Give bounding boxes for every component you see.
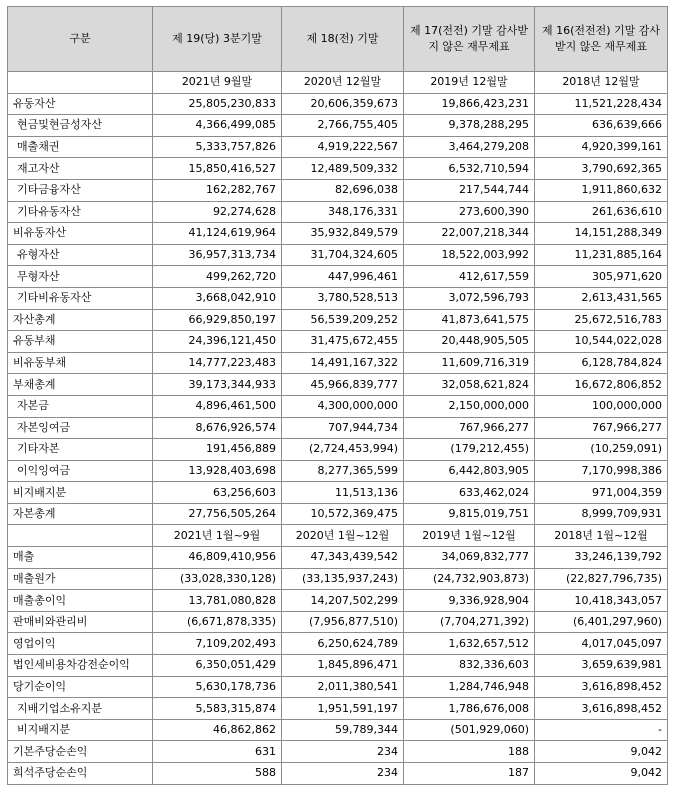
value-cell: 24,396,121,450 (153, 331, 282, 353)
value-cell: 92,274,628 (153, 201, 282, 223)
row-label: 매출원가 (8, 568, 153, 590)
row-label: 재고자산 (8, 158, 153, 180)
value-cell: 767,966,277 (535, 417, 668, 439)
table-row (8, 741, 668, 763)
row-label: 지배기업소유지분 (8, 698, 153, 720)
value-cell: 631 (153, 741, 282, 763)
value-cell: 19,866,423,231 (404, 93, 535, 115)
value-cell: 16,672,806,852 (535, 374, 668, 396)
value-cell: 3,668,042,910 (153, 287, 282, 309)
value-cell: 4,896,461,500 (153, 395, 282, 417)
value-cell: 8,999,709,931 (535, 503, 668, 525)
row-label: 자본총계 (8, 503, 153, 525)
value-cell: 2,613,431,565 (535, 287, 668, 309)
table-row (8, 611, 668, 633)
value-cell: 3,072,596,793 (404, 287, 535, 309)
value-cell: 6,128,784,824 (535, 352, 668, 374)
row-label: 자본금 (8, 395, 153, 417)
header-row (8, 7, 668, 72)
row-label: 자본잉여금 (8, 417, 153, 439)
value-cell: 31,475,672,455 (282, 331, 404, 353)
value-cell: 348,176,331 (282, 201, 404, 223)
value-cell: 22,007,218,344 (404, 223, 535, 245)
row-label: 비지배지분 (8, 482, 153, 504)
value-cell: 12,489,509,332 (282, 158, 404, 180)
row-label: 기본주당순손익 (8, 741, 153, 763)
row-label: 비유동자산 (8, 223, 153, 245)
row-label: 자산총계 (8, 309, 153, 331)
value-cell: 3,790,692,365 (535, 158, 668, 180)
table-row (8, 633, 668, 655)
value-cell: 305,971,620 (535, 266, 668, 288)
value-cell: - (535, 719, 668, 741)
value-cell: 5,333,757,826 (153, 136, 282, 158)
value-cell: 20,448,905,505 (404, 331, 535, 353)
row-label: 현금및현금성자산 (8, 115, 153, 137)
period-cell: 2021년 1월~9월 (153, 525, 282, 547)
value-cell: 447,996,461 (282, 266, 404, 288)
table-row (8, 568, 668, 590)
value-cell: 832,336,603 (404, 655, 535, 677)
value-cell: 33,246,139,792 (535, 547, 668, 569)
row-label: 기타비유동자산 (8, 287, 153, 309)
table-row (8, 93, 668, 115)
value-cell: 767,966,277 (404, 417, 535, 439)
value-cell: 707,944,734 (282, 417, 404, 439)
table-row (8, 482, 668, 504)
table-row (8, 676, 668, 698)
value-cell: 234 (282, 741, 404, 763)
table-row (8, 158, 668, 180)
header-label-cell: 구분 (8, 7, 153, 72)
table-row (8, 136, 668, 158)
row-label: 비유동부채 (8, 352, 153, 374)
row-label: 부채총계 (8, 374, 153, 396)
table-row (8, 244, 668, 266)
value-cell: 59,789,344 (282, 719, 404, 741)
financial-summary-table (7, 6, 668, 785)
period-row (8, 72, 668, 94)
value-cell: 41,873,641,575 (404, 309, 535, 331)
value-cell: 6,250,624,789 (282, 633, 404, 655)
value-cell: 35,932,849,579 (282, 223, 404, 245)
value-cell: 39,173,344,933 (153, 374, 282, 396)
row-label: 판매비와관리비 (8, 611, 153, 633)
value-cell: 9,378,288,295 (404, 115, 535, 137)
header-col-19: 제 19(당) 3분기말 (153, 7, 282, 72)
value-cell: 11,609,716,319 (404, 352, 535, 374)
value-cell: 3,659,639,981 (535, 655, 668, 677)
value-cell: (24,732,903,873) (404, 568, 535, 590)
value-cell: 27,756,505,264 (153, 503, 282, 525)
value-cell: (10,259,091) (535, 439, 668, 461)
value-cell: 14,207,502,299 (282, 590, 404, 612)
value-cell: 6,442,803,905 (404, 460, 535, 482)
value-cell: 9,336,928,904 (404, 590, 535, 612)
value-cell: 31,704,324,605 (282, 244, 404, 266)
value-cell: 9,042 (535, 741, 668, 763)
value-cell: 15,850,416,527 (153, 158, 282, 180)
value-cell: 10,544,022,028 (535, 331, 668, 353)
value-cell: 13,781,080,828 (153, 590, 282, 612)
value-cell: (6,401,297,960) (535, 611, 668, 633)
value-cell: 499,262,720 (153, 266, 282, 288)
value-cell: 9,815,019,751 (404, 503, 535, 525)
value-cell: 66,929,850,197 (153, 309, 282, 331)
value-cell: 34,069,832,777 (404, 547, 535, 569)
table-row (8, 460, 668, 482)
value-cell: 13,928,403,698 (153, 460, 282, 482)
value-cell: 46,809,410,956 (153, 547, 282, 569)
table-row (8, 352, 668, 374)
header-col-17: 제 17(전전) 기말 감사받지 않은 재무제표 (404, 7, 535, 72)
table-row (8, 374, 668, 396)
value-cell: 41,124,619,964 (153, 223, 282, 245)
value-cell: 20,606,359,673 (282, 93, 404, 115)
value-cell: 2,766,755,405 (282, 115, 404, 137)
value-cell: 1,786,676,008 (404, 698, 535, 720)
table-row (8, 719, 668, 741)
value-cell: 56,539,209,252 (282, 309, 404, 331)
value-cell: 18,522,003,992 (404, 244, 535, 266)
table-row (8, 266, 668, 288)
table-row (8, 547, 668, 569)
table-row (8, 503, 668, 525)
value-cell: 3,616,898,452 (535, 676, 668, 698)
period-cell: 2019년 12월말 (404, 72, 535, 94)
value-cell: 46,862,862 (153, 719, 282, 741)
table-row (8, 115, 668, 137)
period-cell: 2021년 9월말 (153, 72, 282, 94)
value-cell: 8,277,365,599 (282, 460, 404, 482)
value-cell: 3,464,279,208 (404, 136, 535, 158)
table-row (8, 763, 668, 785)
header-col-18: 제 18(전) 기말 (282, 7, 404, 72)
table-row (8, 331, 668, 353)
value-cell: 63,256,603 (153, 482, 282, 504)
table-row (8, 698, 668, 720)
row-label: 무형자산 (8, 266, 153, 288)
value-cell: (2,724,453,994) (282, 439, 404, 461)
value-cell: 11,513,136 (282, 482, 404, 504)
table-row (8, 287, 668, 309)
row-label: 기타금융자산 (8, 179, 153, 201)
row-label: 희석주당순손익 (8, 763, 153, 785)
row-label: 매출채권 (8, 136, 153, 158)
row-label: 유동자산 (8, 93, 153, 115)
period-cell: 2018년 12월말 (535, 72, 668, 94)
value-cell: 191,456,889 (153, 439, 282, 461)
value-cell: 4,366,499,085 (153, 115, 282, 137)
value-cell: 14,777,223,483 (153, 352, 282, 374)
value-cell: 3,616,898,452 (535, 698, 668, 720)
table-row (8, 655, 668, 677)
value-cell: 45,966,839,777 (282, 374, 404, 396)
row-label: 비지배지분 (8, 719, 153, 741)
value-cell: (7,956,877,510) (282, 611, 404, 633)
value-cell: 3,780,528,513 (282, 287, 404, 309)
period-cell: 2019년 1월~12월 (404, 525, 535, 547)
row-label: 기타자본 (8, 439, 153, 461)
value-cell: 10,418,343,057 (535, 590, 668, 612)
value-cell: 10,572,369,475 (282, 503, 404, 525)
value-cell: 5,583,315,874 (153, 698, 282, 720)
value-cell: 25,805,230,833 (153, 93, 282, 115)
value-cell: (7,704,271,392) (404, 611, 535, 633)
value-cell: 1,911,860,632 (535, 179, 668, 201)
value-cell: 633,462,024 (404, 482, 535, 504)
value-cell: 4,919,222,567 (282, 136, 404, 158)
row-label: 유동부채 (8, 331, 153, 353)
value-cell: 9,042 (535, 763, 668, 785)
value-cell: (33,135,937,243) (282, 568, 404, 590)
value-cell: 6,532,710,594 (404, 158, 535, 180)
period-cell: 2020년 12월말 (282, 72, 404, 94)
value-cell: (501,929,060) (404, 719, 535, 741)
value-cell: 412,617,559 (404, 266, 535, 288)
value-cell: 11,231,885,164 (535, 244, 668, 266)
value-cell: 7,170,998,386 (535, 460, 668, 482)
value-cell: 5,630,178,736 (153, 676, 282, 698)
value-cell: (33,028,330,128) (153, 568, 282, 590)
row-label: 매출 (8, 547, 153, 569)
row-label: 유형자산 (8, 244, 153, 266)
row-label: 영업이익 (8, 633, 153, 655)
table-row (8, 590, 668, 612)
value-cell: 217,544,744 (404, 179, 535, 201)
period-blank-cell (8, 72, 153, 94)
value-cell: 588 (153, 763, 282, 785)
value-cell: 8,676,926,574 (153, 417, 282, 439)
value-cell: 47,343,439,542 (282, 547, 404, 569)
value-cell: 234 (282, 763, 404, 785)
value-cell: 162,282,767 (153, 179, 282, 201)
table-row (8, 179, 668, 201)
value-cell: 187 (404, 763, 535, 785)
value-cell: 1,632,657,512 (404, 633, 535, 655)
value-cell: 11,521,228,434 (535, 93, 668, 115)
value-cell: (22,827,796,735) (535, 568, 668, 590)
value-cell: 1,845,896,471 (282, 655, 404, 677)
value-cell: 1,951,591,197 (282, 698, 404, 720)
value-cell: 2,150,000,000 (404, 395, 535, 417)
value-cell: 100,000,000 (535, 395, 668, 417)
value-cell: 4,920,399,161 (535, 136, 668, 158)
table-row (8, 201, 668, 223)
value-cell: 261,636,610 (535, 201, 668, 223)
value-cell: 971,004,359 (535, 482, 668, 504)
table-row (8, 223, 668, 245)
row-label: 이익잉여금 (8, 460, 153, 482)
row-label: 법인세비용차감전순이익 (8, 655, 153, 677)
period-cell: 2020년 1월~12월 (282, 525, 404, 547)
value-cell: 273,600,390 (404, 201, 535, 223)
row-label: 매출총이익 (8, 590, 153, 612)
period-row (8, 525, 668, 547)
value-cell: 636,639,666 (535, 115, 668, 137)
value-cell: 4,017,045,097 (535, 633, 668, 655)
row-label: 기타유동자산 (8, 201, 153, 223)
period-blank-cell (8, 525, 153, 547)
value-cell: 2,011,380,541 (282, 676, 404, 698)
value-cell: 25,672,516,783 (535, 309, 668, 331)
value-cell: 14,151,288,349 (535, 223, 668, 245)
value-cell: (6,671,878,335) (153, 611, 282, 633)
table-row (8, 309, 668, 331)
row-label: 당기순이익 (8, 676, 153, 698)
table-row (8, 395, 668, 417)
value-cell: 7,109,202,493 (153, 633, 282, 655)
value-cell: (179,212,455) (404, 439, 535, 461)
value-cell: 36,957,313,734 (153, 244, 282, 266)
header-col-16: 제 16(전전전) 기말 감사받지 않은 재무제표 (535, 7, 668, 72)
value-cell: 14,491,167,322 (282, 352, 404, 374)
value-cell: 6,350,051,429 (153, 655, 282, 677)
value-cell: 82,696,038 (282, 179, 404, 201)
table-row (8, 439, 668, 461)
value-cell: 188 (404, 741, 535, 763)
value-cell: 4,300,000,000 (282, 395, 404, 417)
value-cell: 1,284,746,948 (404, 676, 535, 698)
value-cell: 32,058,621,824 (404, 374, 535, 396)
table-row (8, 417, 668, 439)
period-cell: 2018년 1월~12월 (535, 525, 668, 547)
